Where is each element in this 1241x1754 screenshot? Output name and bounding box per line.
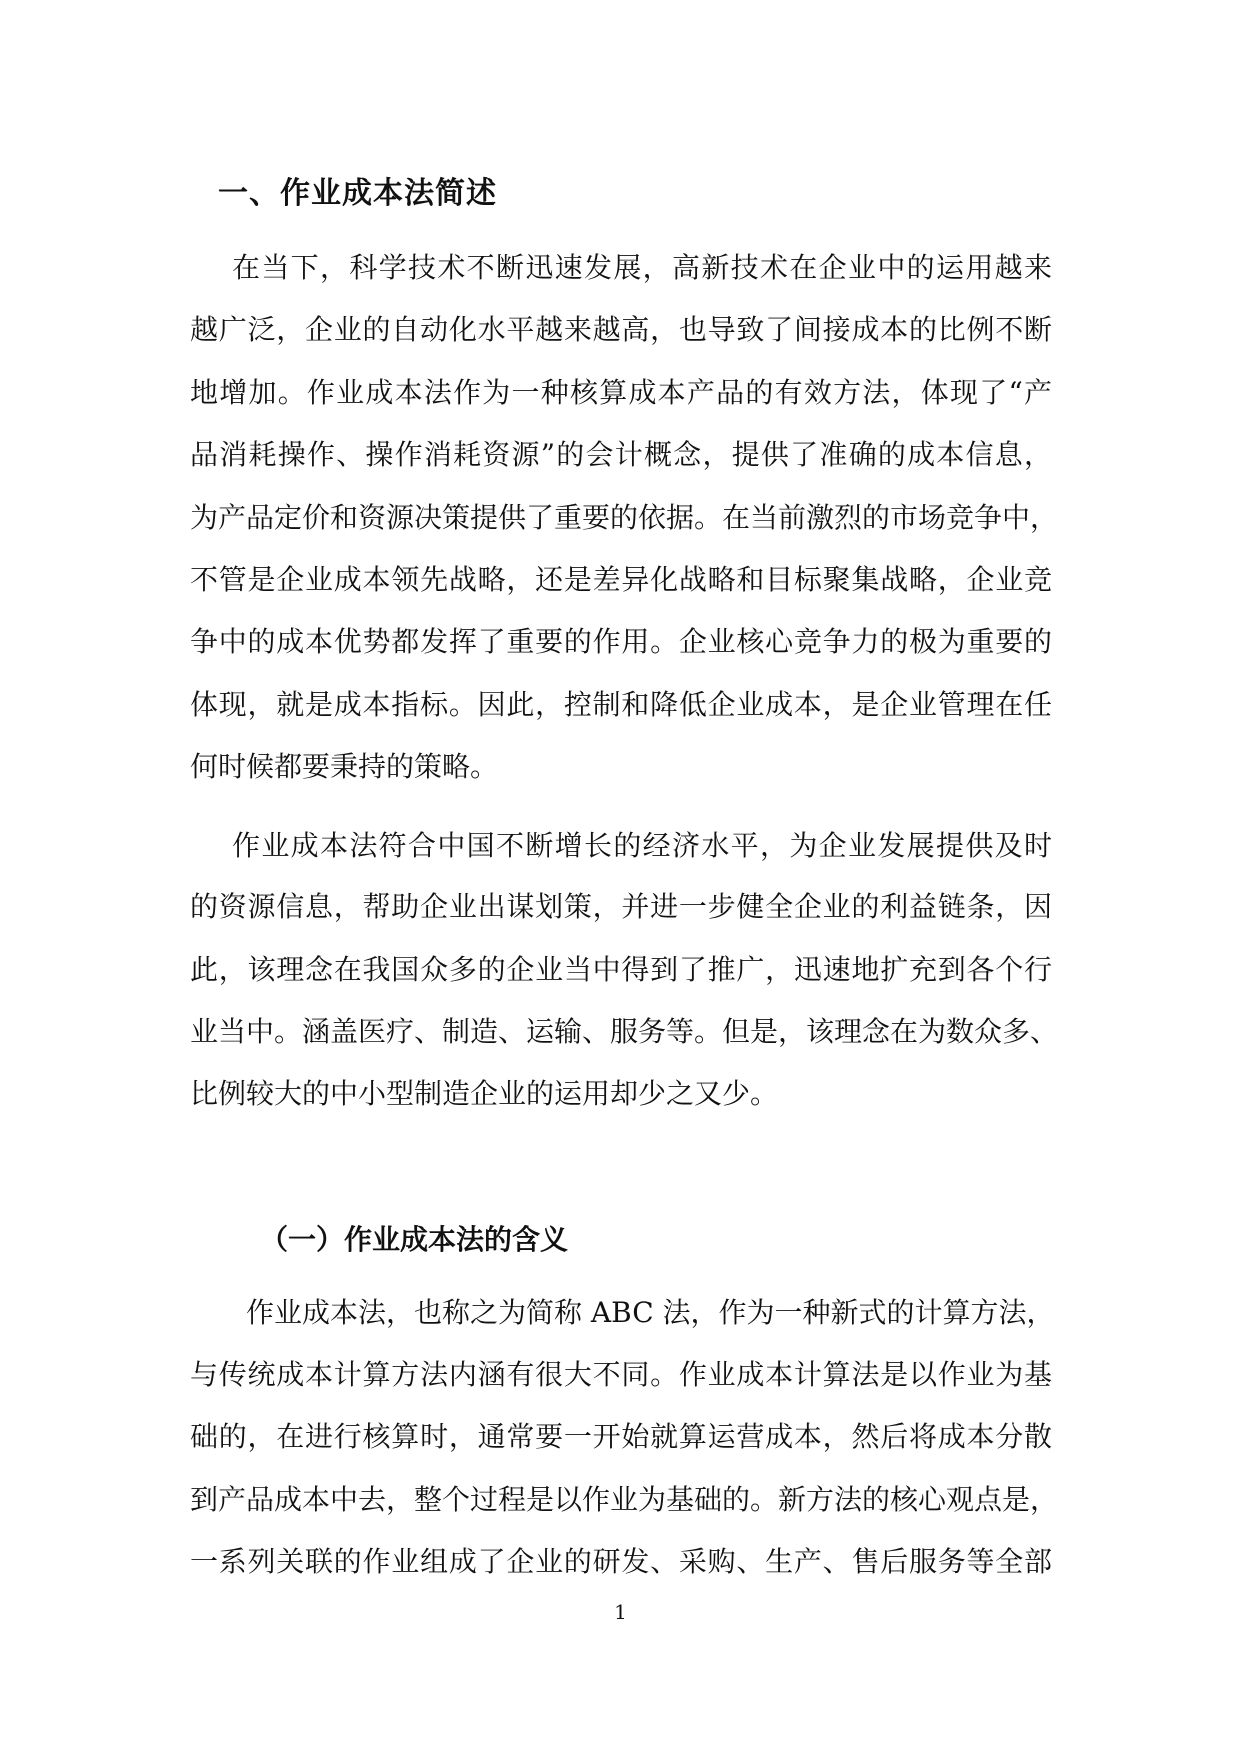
text-line: 业当中。涵盖医疗、制造、运输、服务等。但是，该理念在为数众多、 (190, 1015, 1059, 1048)
text-line: 础的，在进行核算时，通常要一开始就算运营成本，然后将成本分散 (190, 1420, 1052, 1453)
text-line: 争中的成本优势都发挥了重要的作用。企业核心竞争力的极为重要的 (190, 625, 1052, 658)
text-line: 越广泛，企业的自动化水平越来越高，也导致了间接成本的比例不断 (190, 313, 1052, 346)
text-line: 在当下，科学技术不断迅速发展，高新技术在企业中的运用越来 (232, 251, 1052, 284)
text-line: 为产品定价和资源决策提供了重要的依据。在当前激烈的市场竞争中， (190, 501, 1059, 534)
page-number: 1 (614, 1600, 627, 1624)
text-line: 不管是企业成本领先战略，还是差异化战略和目标聚集战略，企业竞 (190, 563, 1052, 596)
text-line: 到产品成本中去，整个过程是以作业为基础的。新方法的核心观点是， (190, 1483, 1059, 1516)
text-line: 品消耗操作、操作消耗资源”的会计概念，提供了准确的成本信息， (190, 438, 1052, 471)
text-line: 此，该理念在我国众多的企业当中得到了推广，迅速地扩充到各个行 (190, 953, 1052, 986)
text-line: 何时候都要秉持的策略。 (190, 750, 499, 783)
text-line: 比例较大的中小型制造企业的运用却少之又少。 (190, 1077, 779, 1110)
section-heading: 一、作业成本法简述 (218, 176, 497, 211)
text-line: 的资源信息，帮助企业出谋划策，并进一步健全企业的利益链条，因 (190, 890, 1052, 923)
text-line: 地增加。作业成本法作为一种核算成本产品的有效方法，体现了“产 (190, 376, 1052, 409)
subsection-heading: （一）作业成本法的含义 (260, 1223, 569, 1256)
text-line: 体现，就是成本指标。因此，控制和降低企业成本，是企业管理在任 (190, 688, 1052, 721)
text-line: 作业成本法符合中国不断增长的经济水平，为企业发展提供及时 (232, 829, 1052, 862)
text-line: 与传统成本计算方法内涵有很大不同。作业成本计算法是以作业为基 (190, 1358, 1052, 1391)
text-line: 一系列关联的作业组成了企业的研发、采购、生产、售后服务等全部 (190, 1545, 1052, 1578)
text-line: 作业成本法，也称之为简称 ABC 法，作为一种新式的计算方法， (246, 1296, 1055, 1329)
